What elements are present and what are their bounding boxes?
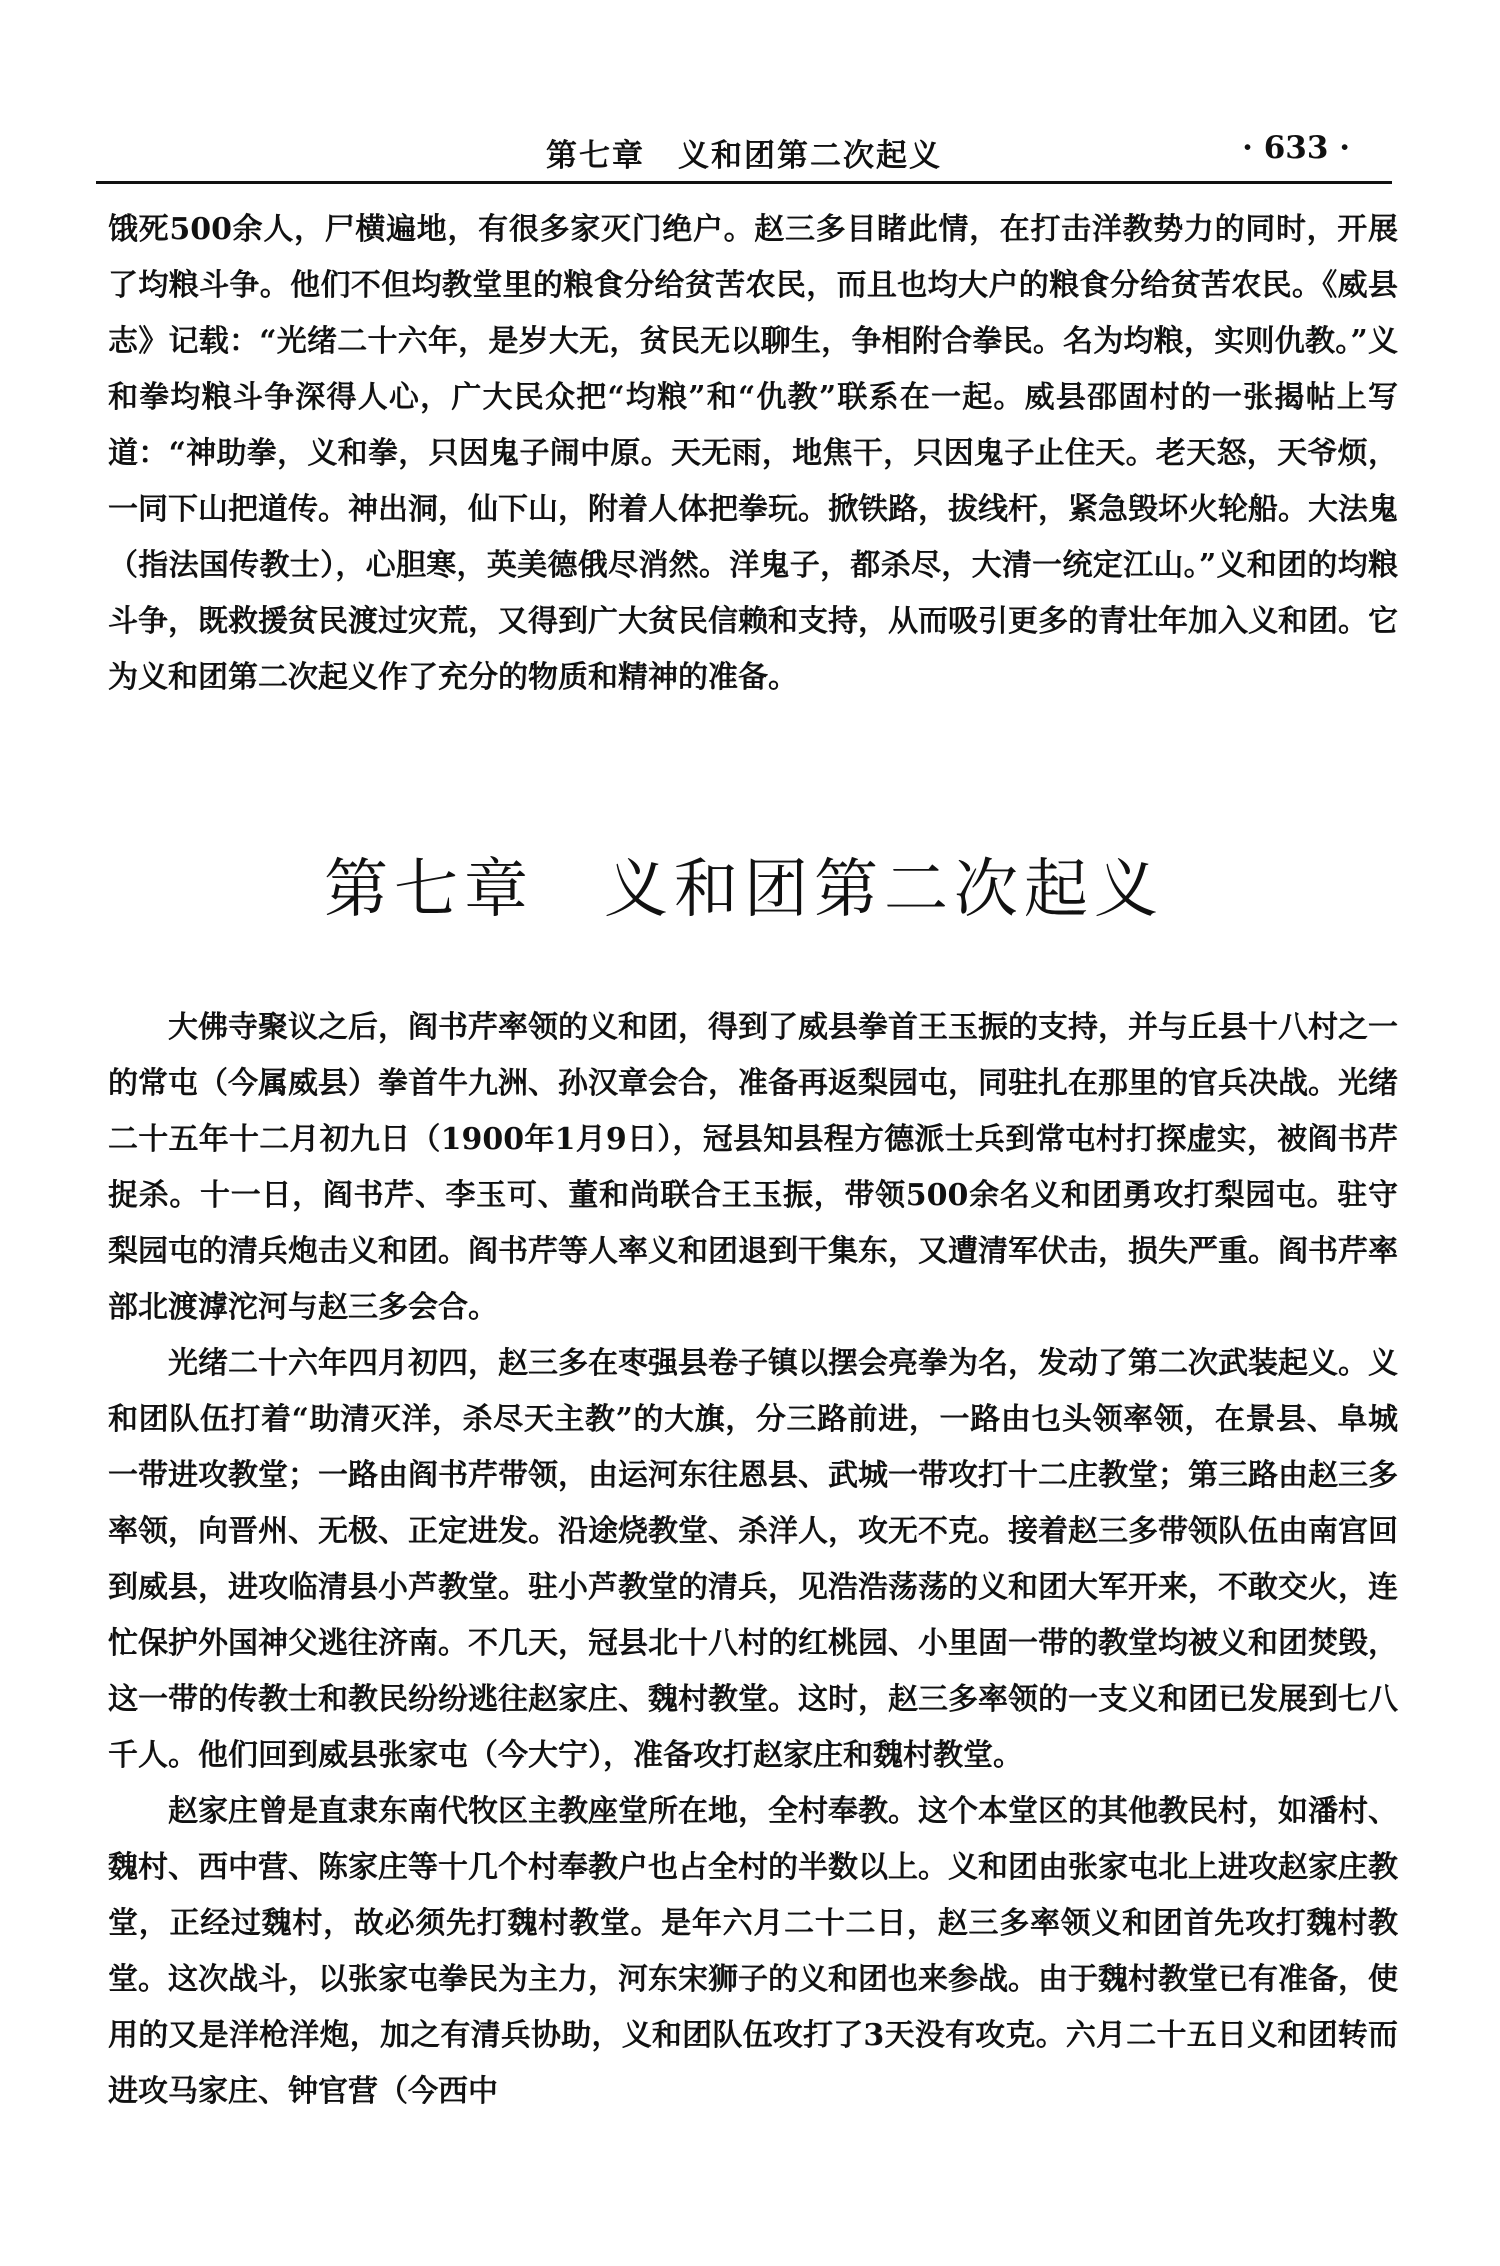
running-header-title: 第七章 义和团第二次起义 xyxy=(546,138,942,174)
page-number: · 633 · xyxy=(1242,130,1350,166)
body-paragraph: 大佛寺聚议之后，阎书芹率领的义和团，得到了威县拳首王玉振的支持，并与丘县十八村之一的常屯（今属威县）拳首牛九洲、孙汉章会合，准备再返梨园屯，同驻扎在那里的官兵决战。光绪二十五年十二月初九日（1900年1月9日），冠县知县程方德派士兵到常屯村打探虚实，被阎书芹捉杀。十一日，阎书芹、李玉可、董和尚联合王玉振，带领500余名义和团勇攻打梨园屯。驻守梨园屯的清兵炮击义和团。阎书芹等人率义和团退到干集东，又遭清军伏击，损失严重。阎书芹率部北渡滹沱河与赵三多会合。 xyxy=(108,1010,1398,1325)
chapter-title: 第七章 义和团第二次起义 xyxy=(324,853,1164,927)
body-paragraph: 赵家庄曾是直隶东南代牧区主教座堂所在地，全村奉教。这个本堂区的其他教民村，如潘村、魏村、西中营、陈家庄等十几个村奉教户也占全村的半数以上。义和团由张家屯北上进攻赵家庄教堂，正经过魏村，故必须先打魏村教堂。是年六月二十二日，赵三多率领义和团首先攻打魏村教堂。这次战斗，以张家屯拳民为主力，河东宋狮子的义和团也来参战。由于魏村教堂已有准备，使用的又是洋枪洋炮，加之有清兵协助，义和团队伍攻打了3天没有攻克。六月二十五日义和团转而进攻马家庄、钟官营（今西中 xyxy=(108,1794,1398,2109)
continued-text-block xyxy=(108,202,1398,706)
continued-paragraph: 饿死500余人，尸横遍地，有很多家灭门绝户。赵三多目睹此情，在打击洋教势力的同时，开展了均粮斗争。他们不但均教堂里的粮食分给贫苦农民，而且也均大户的粮食分给贫苦农民。《威县志》记载：“光绪二十六年，是岁大无，贫民无以聊生，争相附合拳民。名为均粮，实则仇教。”义和拳均粮斗争深得人心，广大民众把“均粮”和“仇教”联系在一起。威县邵固村的一张揭帖上写道：“神助拳，义和拳，只因鬼子闹中原。天无雨，地焦干，只因鬼子止住天。老天怒，天爷烦，一同下山把道传。神出洞，仙下山，附着人体把拳玩。掀铁路，拔线杆，紧急毁坏火轮船。大法鬼（指法国传教士），心胆寒，英美德俄尽消然。洋鬼子，都杀尽，大清一统定江山。”义和团的均粮斗争，既救援贫民渡过灾荒，又得到广大贫民信赖和支持，从而吸引更多的青壮年加入义和团。它为义和团第二次起义作了充分的物质和精神的准备。 xyxy=(108,212,1398,695)
chapter-body xyxy=(108,1000,1398,2120)
body-paragraph: 光绪二十六年四月初四，赵三多在枣强县卷子镇以摆会亮拳为名，发动了第二次武装起义。义和团队伍打着“助清灭洋，杀尽天主教”的大旗，分三路前进，一路由乜头领率领，在景县、阜城一带进攻教堂；一路由阎书芹带领，由运河东往恩县、武城一带攻打十二庄教堂；第三路由赵三多率领，向晋州、无极、正定进发。沿途烧教堂、杀洋人，攻无不克。接着赵三多带领队伍由南宫回到威县，进攻临清县小芦教堂。驻小芦教堂的清兵，见浩浩荡荡的义和团大军开来，不敢交火，连忙保护外国神父逃往济南。不几天，冠县北十八村的红桃园、小里固一带的教堂均被义和团焚毁，这一带的传教士和教民纷纷逃往赵家庄、魏村教堂。这时，赵三多率领的一支义和团已发展到七八千人。他们回到威县张家屯（今大宁），准备攻打赵家庄和魏村教堂。 xyxy=(108,1346,1398,1773)
header-rule xyxy=(96,181,1392,184)
running-header xyxy=(96,120,1392,180)
